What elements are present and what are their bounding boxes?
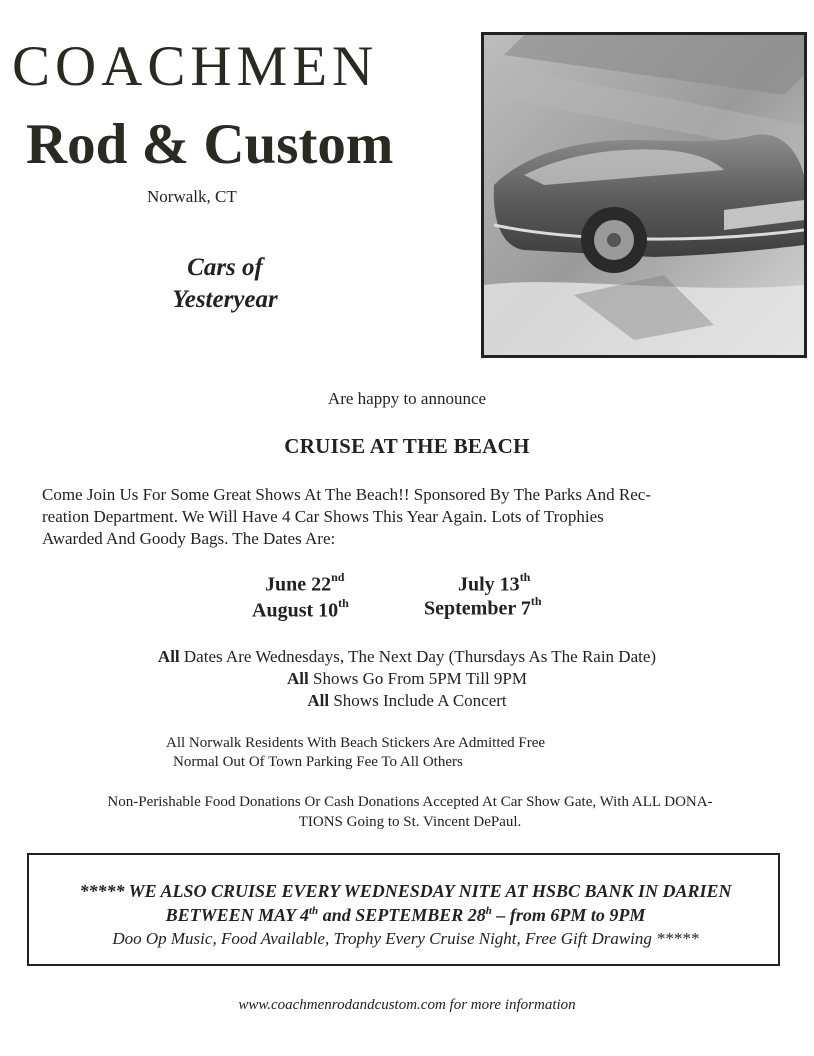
residents-note [166,734,646,772]
cruise-box-line: ***** WE ALSO CRUISE EVERY WEDNESDAY NITE AT HSBC BANK IN DARIEN [79,881,732,901]
intro-line: reation Department. We Will Have 4 Car Shows This Year Again. Lots of Trophies [42,507,604,526]
tagline [110,252,340,316]
residents-line: Normal Out Of Town Parking Fee To All Others [173,754,463,770]
event-title: CRUISE AT THE BEACH [284,434,530,458]
intro-line: Come Join Us For Some Great Shows At The Beach!! Sponsored By The Parks And Rec- [42,485,651,504]
show-date: September 7th [424,594,542,620]
classic-car-photo [481,32,807,358]
detail-line: All Dates Are Wednesdays, The Next Day (Thursdays As The Rain Date) [157,647,657,666]
donation-line: Non-Perishable Food Donations Or Cash Donations Accepted At Car Show Gate, With ALL DONA- [107,794,713,810]
intro-paragraph [42,484,768,550]
brand-title: COACHMEN [12,35,379,98]
show-date: July 13th [458,570,531,596]
detail-line: All Shows Include A Concert [307,691,507,710]
cruise-box-line: BETWEEN MAY 4th and SEPTEMBER 28$^h$ – from 6PM to 9PM [165,905,646,925]
website-link[interactable]: www.coachmenrodandcustom.com for more information [238,997,576,1013]
brand-subtitle: Rod & Custom [26,113,394,176]
donation-note [60,792,760,832]
detail-line: All Shows Go From 5PM Till 9PM [287,669,527,688]
announcement: Are happy to announce [327,389,487,408]
intro-line: Awarded And Goody Bags. The Dates Are: [42,529,336,548]
location-text: Norwalk, CT [147,187,237,206]
donation-line: TIONS Going to St. Vincent DePaul. [298,814,522,830]
cruise-box-line: Doo Op Music, Food Available, Trophy Every Cruise Night, Free Gift Drawing ***** [112,929,699,948]
residents-line: All Norwalk Residents With Beach Stickers Are Admitted Free [166,735,546,751]
wednesday-cruise-box [27,853,780,966]
tagline-line-1: Cars of [187,254,263,281]
show-date: August 10th [252,596,349,622]
car-illustration [484,35,804,355]
tagline-line-2: Yesteryear [172,286,278,313]
show-date: June 22nd [265,570,345,596]
